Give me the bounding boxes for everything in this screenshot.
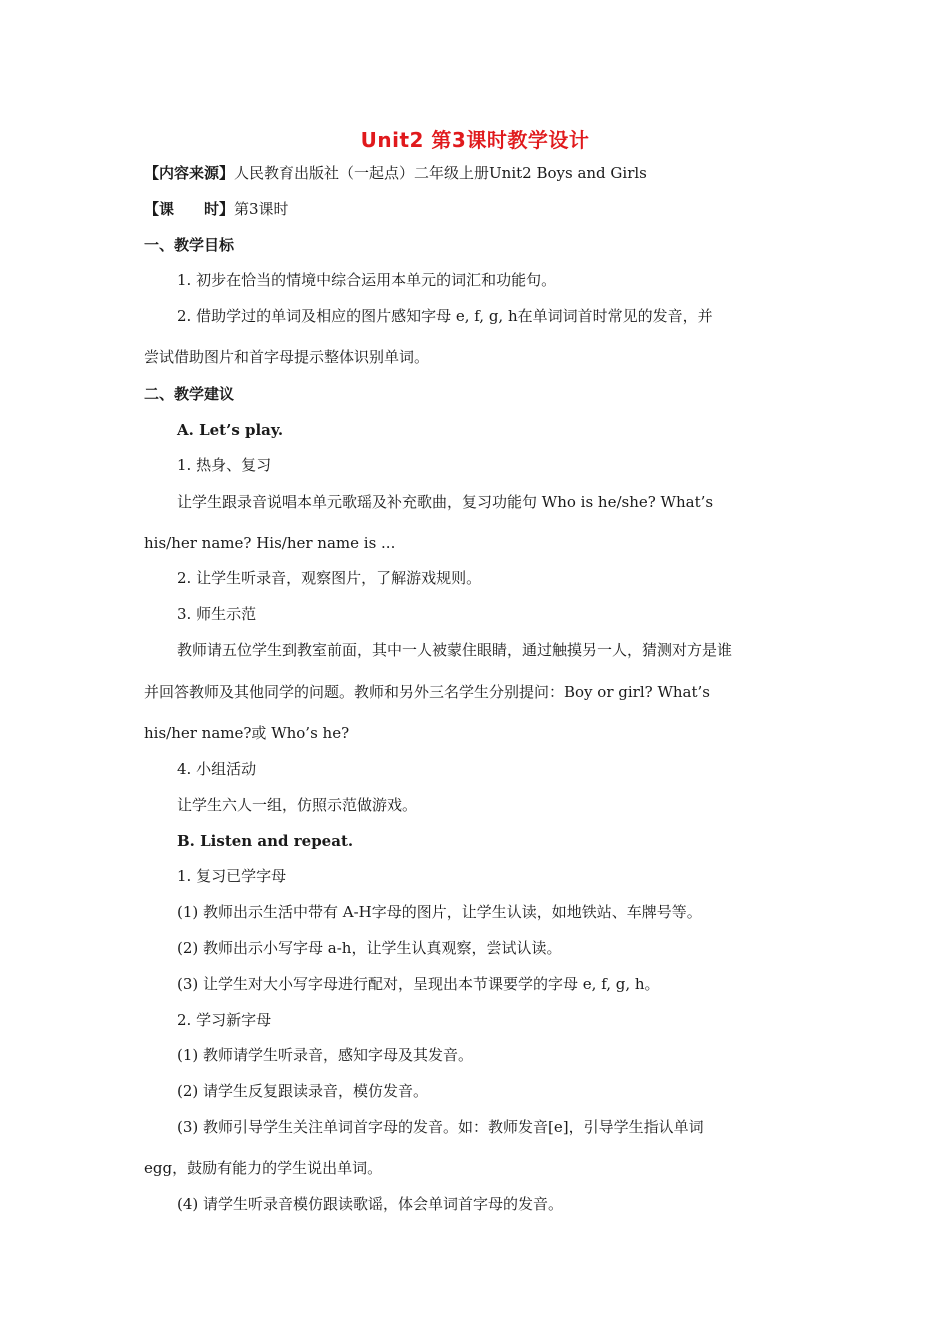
b2-item-3-line-1: (3) 教师引导学生关注单词首字母的发音。如：教师发音[e]，引导学生指认单词 (177, 1118, 704, 1136)
goal-item-2-line-1: 2. 借助学过的单词及相应的图片感知字母 e, f, g, h在单词词首时常见的发音，并 (177, 307, 713, 325)
section2-heading: 二、教学建议 (144, 385, 235, 403)
b2-heading: 2. 学习新字母 (177, 1011, 272, 1029)
goal-item-2-line-2: 尝试借助图片和首字母提示整体识别单词。 (144, 348, 430, 366)
b1-item-3: (3) 让学生对大小写字母进行配对，呈现出本节课要学的字母 e, f, g, h。 (177, 975, 660, 993)
source-text: 人民教育出版社（一起点）二年级上册Unit2 Boys and Girls (234, 164, 647, 182)
a1-heading: 1. 热身、复习 (177, 456, 272, 474)
b1-heading: 1. 复习已学字母 (177, 867, 287, 885)
a2-item: 2. 让学生听录音，观察图片，了解游戏规则。 (177, 569, 482, 587)
a4-text: 让学生六人一组，仿照示范做游戏。 (177, 796, 418, 814)
section1-heading: 一、教学目标 (144, 236, 235, 254)
a4-heading: 4. 小组活动 (177, 760, 257, 778)
b1-item-1: (1) 教师出示生活中带有 A-H字母的图片，让学生认读，如地铁站、车牌号等。 (177, 903, 702, 921)
b2-item-4: (4) 请学生听录音模仿跟读歌谣，体会单词首字母的发音。 (177, 1195, 564, 1213)
b2-item-3-line-2: egg，鼓励有能力的学生说出单词。 (144, 1159, 383, 1177)
part-a-heading: A. Let’s play. (177, 421, 284, 439)
period-text: 第3课时 (234, 200, 289, 218)
a3-text-line-2: 并回答教师及其他同学的问题。教师和另外三名学生分别提问：Boy or girl? What’s (144, 683, 710, 701)
a3-text-line-3: his/her name?或 Who’s he? (144, 724, 350, 742)
source-label: 【内容来源】 (144, 164, 235, 182)
source-line (144, 162, 808, 184)
b1-item-2: (2) 教师出示小写字母 a-h，让学生认真观察，尝试认读。 (177, 939, 562, 957)
b2-item-2: (2) 请学生反复跟读录音，模仿发音。 (177, 1082, 429, 1100)
a1-text-line-1: 让学生跟录音说唱本单元歌瑶及补充歌曲，复习功能句 Who is he/she? What’s (177, 493, 714, 511)
a1-text-line-2: his/her name? His/her name is ... (144, 534, 396, 552)
period-line (144, 198, 808, 220)
b2-item-1: (1) 教师请学生听录音，感知字母及其发音。 (177, 1046, 474, 1064)
a3-text-line-1: 教师请五位学生到教室前面，其中一人被蒙住眼睛，通过触摸另一人，猜测对方是谁 (177, 641, 733, 659)
goal-item-1: 1. 初步在恰当的情境中综合运用本单元的词汇和功能句。 (177, 271, 557, 289)
a3-heading: 3. 师生示范 (177, 605, 257, 623)
period-label: 【课 时】 (144, 200, 235, 218)
part-b-heading: B. Listen and repeat. (177, 832, 354, 850)
document-title: Unit2 第3课时教学设计 (360, 128, 590, 152)
